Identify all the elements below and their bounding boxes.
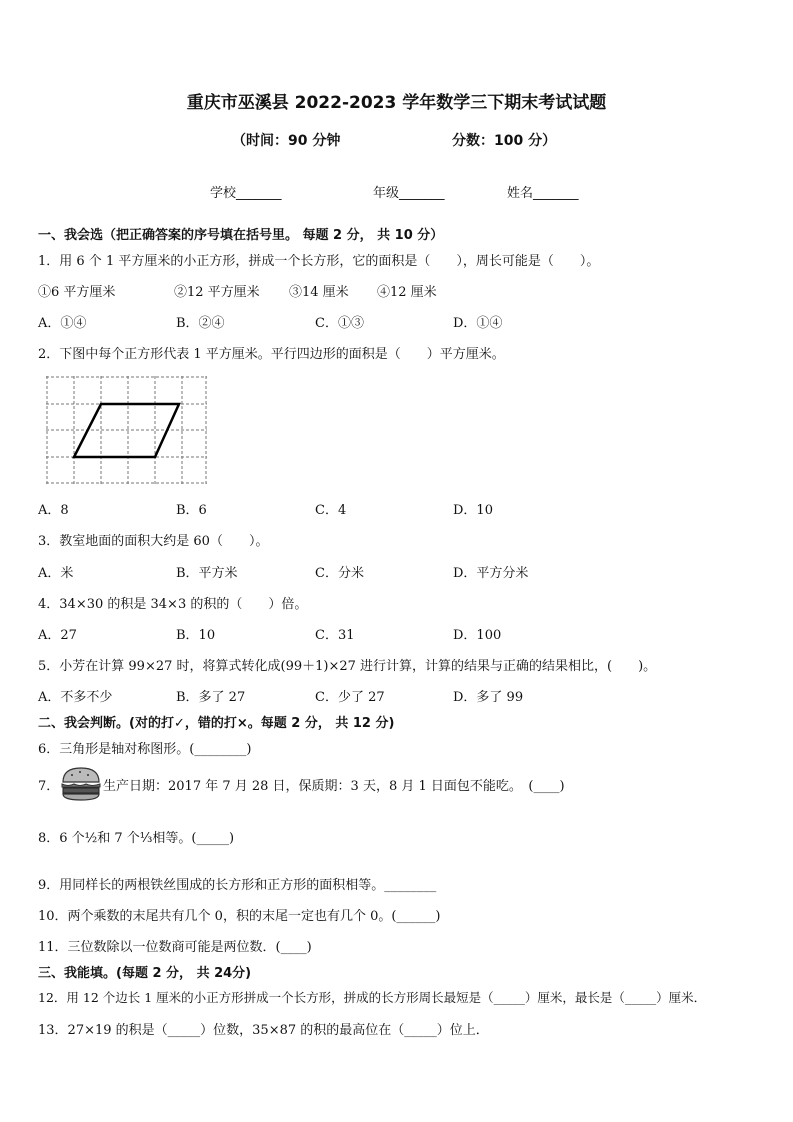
q3-option-a: A．米 bbox=[38, 566, 74, 581]
q4-option-b: B．10 bbox=[176, 628, 216, 643]
q1-choice-2: ②12 平方厘米 bbox=[174, 285, 260, 300]
question-13: 13．27×19 的积是（_____）位数，35×87 的积的最高位在（_____）位上． bbox=[38, 1023, 489, 1038]
q1-choice-4: ④12 厘米 bbox=[377, 285, 437, 300]
q5-option-c: C．少了 27 bbox=[315, 690, 385, 705]
question-8: 8．6 个½和 7 个⅓相等。(_____) bbox=[38, 831, 235, 846]
q5-option-a: A．不多不少 bbox=[38, 690, 113, 705]
exam-score: 分数：100 分） bbox=[452, 133, 557, 149]
question-10: 10．两个乘数的末尾共有几个 0，积的末尾一定也有几个 0。(______) bbox=[38, 909, 441, 924]
section-heading-choose: 一、我会选（把正确答案的序号填在括号里。 每题 2 分， 共 10 分） bbox=[38, 228, 444, 243]
q1-option-a: A．①④ bbox=[38, 316, 87, 331]
question-9: 9．用同样长的两根铁丝围成的长方形和正方形的面积相等。________ bbox=[38, 878, 437, 893]
bread-icon bbox=[60, 766, 102, 802]
q1-option-b: B．②④ bbox=[176, 316, 225, 331]
q1-option-c: C．①③ bbox=[315, 316, 364, 331]
q3-option-b: B．平方米 bbox=[176, 566, 238, 581]
section-heading-judge: 二、我会判断。(对的打✓，错的打×。每题 2 分， 共 12 分) bbox=[38, 716, 395, 731]
q4-option-c: C．31 bbox=[315, 628, 355, 643]
q5-option-b: B．多了 27 bbox=[176, 690, 246, 705]
question-12: 12．用 12 个边长 1 厘米的小正方形拼成一个长方形，拼成的长方形周长最短是（_____）厘米，最长是（_____）厘米． bbox=[38, 990, 707, 1005]
q1-choice-3: ③14 厘米 bbox=[289, 285, 349, 300]
q4-option-d: D．100 bbox=[453, 628, 502, 643]
section-heading-fill: 三、我能填。(每题 2 分， 共 24分) bbox=[38, 966, 252, 981]
q3-option-d: D．平方分米 bbox=[453, 566, 529, 581]
question-11: 11．三位数除以一位数商可能是两位数．(____) bbox=[38, 940, 312, 955]
question-6: 6．三角形是轴对称图形。(________) bbox=[38, 742, 252, 757]
q5-option-d: D．多了 99 bbox=[453, 690, 524, 705]
question-7-number: 7． bbox=[38, 779, 60, 794]
q3-option-c: C．分米 bbox=[315, 566, 364, 581]
question-4: 4．34×30 的积是 34×3 的积的（ ）倍。 bbox=[38, 597, 308, 612]
question-1: 1．用 6 个 1 平方厘米的小正方形，拼成一个长方形，它的面积是（ ），周长可能是（ ）。 bbox=[38, 254, 600, 269]
page-title: 重庆市巫溪县 2022-2023 学年数学三下期末考试试题 bbox=[186, 93, 607, 113]
q2-option-c: C．4 bbox=[315, 503, 347, 518]
q2-option-a: A．8 bbox=[38, 503, 69, 518]
question-7: 生产日期：2017 年 7 月 28 日，保质期：3 天，8 月 1 日面包不能吃。 (____) bbox=[103, 779, 565, 794]
q2-option-b: B．6 bbox=[176, 503, 207, 518]
question-3: 3．教室地面的面积大约是 60（ ）。 bbox=[38, 534, 269, 549]
q1-option-d: D．①④ bbox=[453, 316, 503, 331]
school-field: 学校_______ bbox=[210, 186, 282, 201]
name-field: 姓名_______ bbox=[507, 186, 579, 201]
parallelogram-grid-figure bbox=[45, 374, 210, 487]
grade-field: 年级_______ bbox=[373, 186, 445, 201]
q1-choice-1: ①6 平方厘米 bbox=[38, 285, 116, 300]
q2-option-d: D．10 bbox=[453, 503, 493, 518]
question-2: 2．下图中每个正方形代表 1 平方厘米。平行四边形的面积是（ ）平方厘米。 bbox=[38, 347, 505, 362]
q4-option-a: A．27 bbox=[38, 628, 77, 643]
exam-time: （时间：90 分钟 bbox=[232, 133, 341, 149]
question-5: 5．小芳在计算 99×27 时，将算式转化成(99＋1)×27 进行计算，计算的结果与正确的结果相比，( )。 bbox=[38, 659, 657, 674]
